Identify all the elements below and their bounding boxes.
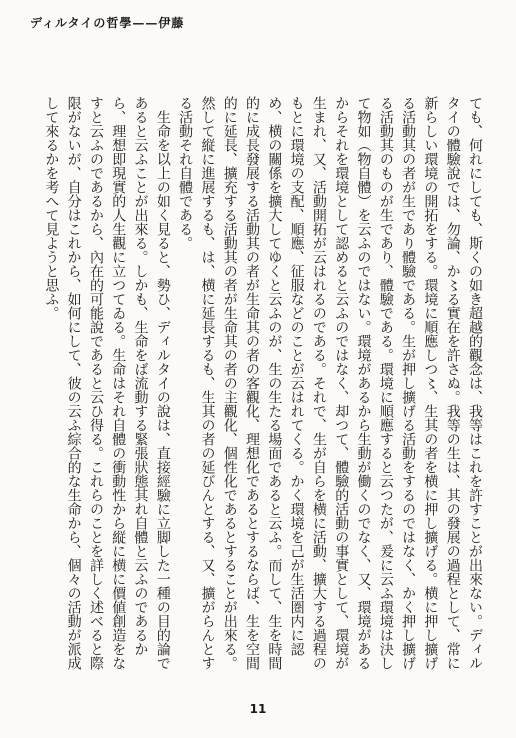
page-number: 11	[249, 702, 267, 716]
running-header-title: ディルタイの哲學——伊藤	[30, 16, 185, 30]
body-paragraph: 生命を以上の如く見ると、勢ひ、ディルタイの說は、直接經驗に立脚した一種の目的論であると云ふことが出來る。しかも、生命をば流動する緊張狀態其れ自體と云ふのであるから、理想即現實的人生觀に立つてゐる。生命はそれ自體の衝動性から縦に横に價値創造をなすと云ふのであるから、內在的可能說であると云ひ得る。これらのことを詳しく述べると際限がないが、自分はこれから、如何にして、彼の云ふ綜合的な生命から、個々の活動が派成して來るかを考へて見ようと思ふ。	[43, 96, 171, 670]
vertical-body-text	[20, 96, 486, 678]
body-paragraph: ても、何れにしても、斯くの如き超越的觀念は、我等はこれを許すことが出來ない。ディルタイの體驗說では、勿論、か〻る實在を許さぬ。我等の生は、其の發展の過程として、常に新らしい環境の開拓をする。環境に順應しつ〻、生其の者を横に押し擴げる。横に押し擴げる活動其の者が生であり體驗である。生が押し擴げる活動をするのではなく、かく押し擴げる活動其のものが生であり、體驗である。環境に順應すると云つたが、爰に云ふ環境は決して物如（物自體）を云ふのではない。環境があるから生動が働くのでなく、又、環境があるからそれを環境として認めると云ふのではなく、却つて、體驗的活動の事實として、環境が生まれ、又、活動開拓が云はれるのである。それで、生が自らを横に活動、擴大する過程のもとに環境の支配、順應、征服などのことが云はれてくる。かく環境を己が生活圏内に認め、横の關係を擴大してゆくと云ふのが、生の生たる場面であると云ふ。而して、生を時間的に成長發展する活動其の者が生命其の者の客觀化、理想化であるとするならば、生を空間的に延長、擴充する活動其の者が生命其の者の主觀化、個性化であるとすることが出來る。然して縦に進展するも、は、横に延長するも、生其の者の延びんとする、又、擴がらんとする活動それ自體である。	[177, 96, 483, 670]
